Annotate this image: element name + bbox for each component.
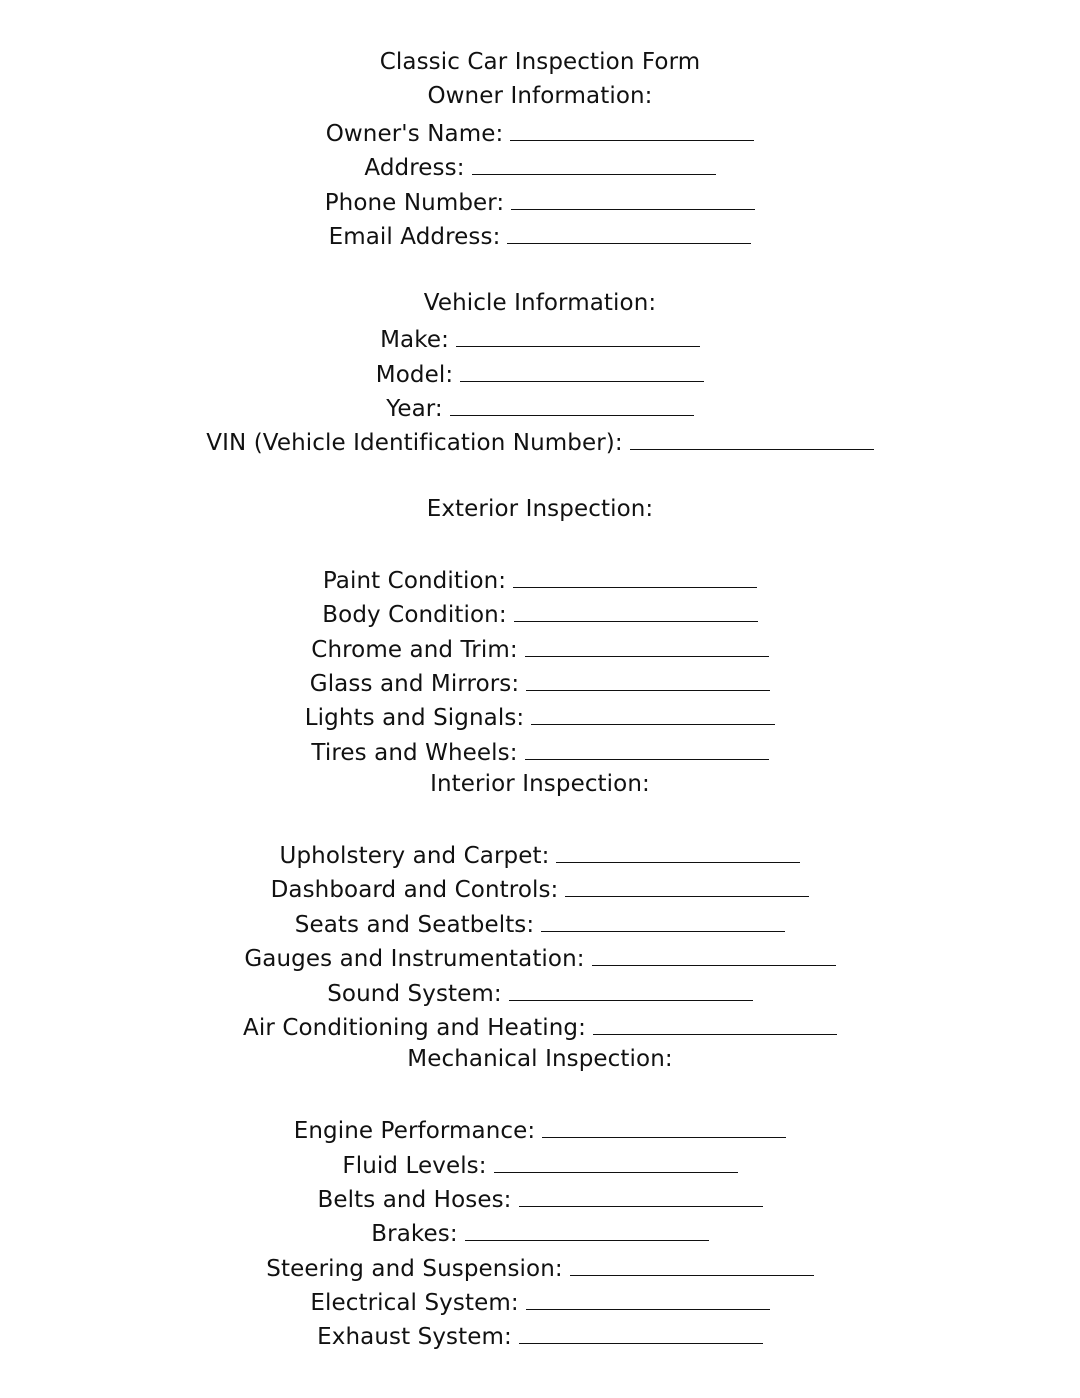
field-label: Sound System: — [327, 980, 502, 1007]
form-field-row — [0, 148, 1080, 182]
form-field-row — [0, 836, 1080, 870]
field-blank-wrapper — [519, 664, 770, 701]
fill-in-blank[interactable] — [450, 389, 694, 416]
heading-spacer — [0, 1077, 1080, 1111]
form-sections — [0, 79, 1080, 1351]
form-field-row — [0, 664, 1080, 698]
field-label: Seats and Seatbelts: — [294, 911, 535, 938]
form-field-row — [0, 389, 1080, 423]
section-heading: Owner Information: — [427, 83, 653, 110]
field-blank-wrapper — [449, 320, 700, 357]
field-label: Tires and Wheels: — [311, 739, 518, 766]
field-label: Glass and Mirrors: — [309, 671, 520, 698]
field-label: Lights and Signals: — [304, 705, 525, 732]
field-label: Steering and Suspension: — [266, 1255, 563, 1282]
field-label: Engine Performance: — [293, 1118, 536, 1145]
field-label: Gauges and Instrumentation: — [244, 946, 585, 973]
field-blank-wrapper — [507, 595, 758, 632]
field-blank-wrapper — [558, 870, 809, 907]
field-blank-wrapper — [512, 1180, 763, 1217]
fill-in-blank[interactable] — [570, 1249, 814, 1276]
form-field-row — [0, 1146, 1080, 1180]
field-blank-wrapper — [586, 1008, 837, 1045]
fill-in-blank[interactable] — [511, 183, 755, 210]
field-label: Fluid Levels: — [342, 1152, 487, 1179]
field-label: Upholstery and Carpet: — [279, 842, 550, 869]
section-heading: Vehicle Information: — [423, 289, 657, 316]
field-blank-wrapper — [518, 630, 769, 667]
fill-in-blank[interactable] — [592, 939, 836, 966]
fill-in-blank[interactable] — [542, 1111, 786, 1138]
field-label: Email Address: — [328, 223, 501, 250]
form-field-row — [0, 630, 1080, 664]
field-label: Electrical System: — [310, 1290, 519, 1317]
field-blank-wrapper — [512, 1317, 763, 1354]
form-field-row — [0, 217, 1080, 251]
field-label: Owner's Name: — [325, 120, 504, 147]
field-label: Year: — [386, 395, 443, 422]
fill-in-blank[interactable] — [541, 905, 785, 932]
field-blank-wrapper — [534, 905, 785, 942]
fill-in-blank[interactable] — [630, 423, 874, 450]
fill-in-blank[interactable] — [514, 595, 758, 622]
form-field-row — [0, 974, 1080, 1008]
fill-in-blank[interactable] — [519, 1180, 763, 1207]
fill-in-blank[interactable] — [525, 630, 769, 657]
field-label: Body Condition: — [322, 602, 507, 629]
form-field-row — [0, 870, 1080, 904]
field-blank-wrapper — [563, 1249, 814, 1286]
field-label: Brakes: — [371, 1221, 458, 1248]
form-field-row — [0, 905, 1080, 939]
field-label: Air Conditioning and Heating: — [243, 1014, 586, 1041]
field-blank-wrapper — [458, 1214, 709, 1251]
field-label: Paint Condition: — [322, 567, 507, 594]
field-label: Address: — [364, 155, 465, 182]
form-field-row — [0, 114, 1080, 148]
fill-in-blank[interactable] — [465, 1214, 709, 1241]
field-label: Chrome and Trim: — [311, 636, 518, 663]
form-field-row — [0, 1111, 1080, 1145]
fill-in-blank[interactable] — [472, 148, 716, 175]
fill-in-blank[interactable] — [565, 870, 809, 897]
field-label: Exhaust System: — [317, 1324, 512, 1351]
field-blank-wrapper — [453, 355, 704, 392]
field-label: Model: — [375, 361, 454, 388]
fill-in-blank[interactable] — [507, 217, 751, 244]
form-field-row — [0, 1283, 1080, 1317]
fill-in-blank[interactable] — [509, 974, 753, 1001]
fill-in-blank[interactable] — [531, 698, 775, 725]
fill-in-blank[interactable] — [526, 664, 770, 691]
field-label: Phone Number: — [324, 189, 505, 216]
form-field-row — [0, 355, 1080, 389]
field-blank-wrapper — [503, 114, 754, 151]
field-blank-wrapper — [502, 974, 753, 1011]
section-heading: Mechanical Inspection: — [407, 1046, 673, 1073]
form-field-row — [0, 320, 1080, 354]
form-field-row — [0, 1180, 1080, 1214]
field-blank-wrapper — [549, 836, 800, 873]
field-blank-wrapper — [519, 1283, 770, 1320]
heading-spacer — [0, 526, 1080, 560]
fill-in-blank[interactable] — [456, 320, 700, 347]
field-blank-wrapper — [465, 148, 716, 185]
section-heading: Interior Inspection: — [430, 771, 650, 798]
form-field-row — [0, 1214, 1080, 1248]
fill-in-blank[interactable] — [525, 733, 769, 760]
form-field-row — [0, 1008, 1080, 1042]
field-blank-wrapper — [487, 1146, 738, 1183]
section-spacer — [0, 458, 1080, 492]
field-blank-wrapper — [535, 1111, 786, 1148]
form-field-row — [0, 423, 1080, 457]
inspection-form — [0, 45, 1080, 1352]
fill-in-blank[interactable] — [460, 355, 704, 382]
fill-in-blank[interactable] — [593, 1008, 837, 1035]
form-field-row — [0, 733, 1080, 767]
field-blank-wrapper — [443, 389, 694, 426]
form-field-row — [0, 183, 1080, 217]
form-field-row — [0, 595, 1080, 629]
field-blank-wrapper — [524, 698, 775, 735]
field-blank-wrapper — [506, 561, 757, 598]
fill-in-blank[interactable] — [519, 1317, 763, 1344]
field-blank-wrapper — [504, 183, 755, 220]
field-label: Dashboard and Controls: — [270, 877, 559, 904]
field-blank-wrapper — [500, 217, 751, 254]
field-blank-wrapper — [518, 733, 769, 770]
field-label: VIN (Vehicle Identification Number): — [206, 430, 623, 457]
heading-spacer — [0, 802, 1080, 836]
field-label: Make: — [380, 327, 449, 354]
section-spacer — [0, 251, 1080, 285]
fill-in-blank[interactable] — [526, 1283, 770, 1310]
form-field-row — [0, 561, 1080, 595]
form-field-row — [0, 939, 1080, 973]
fill-in-blank[interactable] — [510, 114, 754, 141]
field-label: Belts and Hoses: — [317, 1186, 512, 1213]
form-field-row — [0, 1317, 1080, 1351]
fill-in-blank[interactable] — [556, 836, 800, 863]
form-field-row — [0, 698, 1080, 732]
fill-in-blank[interactable] — [513, 561, 757, 588]
section-heading: Exterior Inspection: — [426, 496, 654, 523]
form-title: Classic Car Inspection Form — [379, 49, 701, 75]
form-field-row — [0, 1249, 1080, 1283]
field-blank-wrapper — [585, 939, 836, 976]
fill-in-blank[interactable] — [494, 1146, 738, 1173]
field-blank-wrapper — [623, 423, 874, 460]
